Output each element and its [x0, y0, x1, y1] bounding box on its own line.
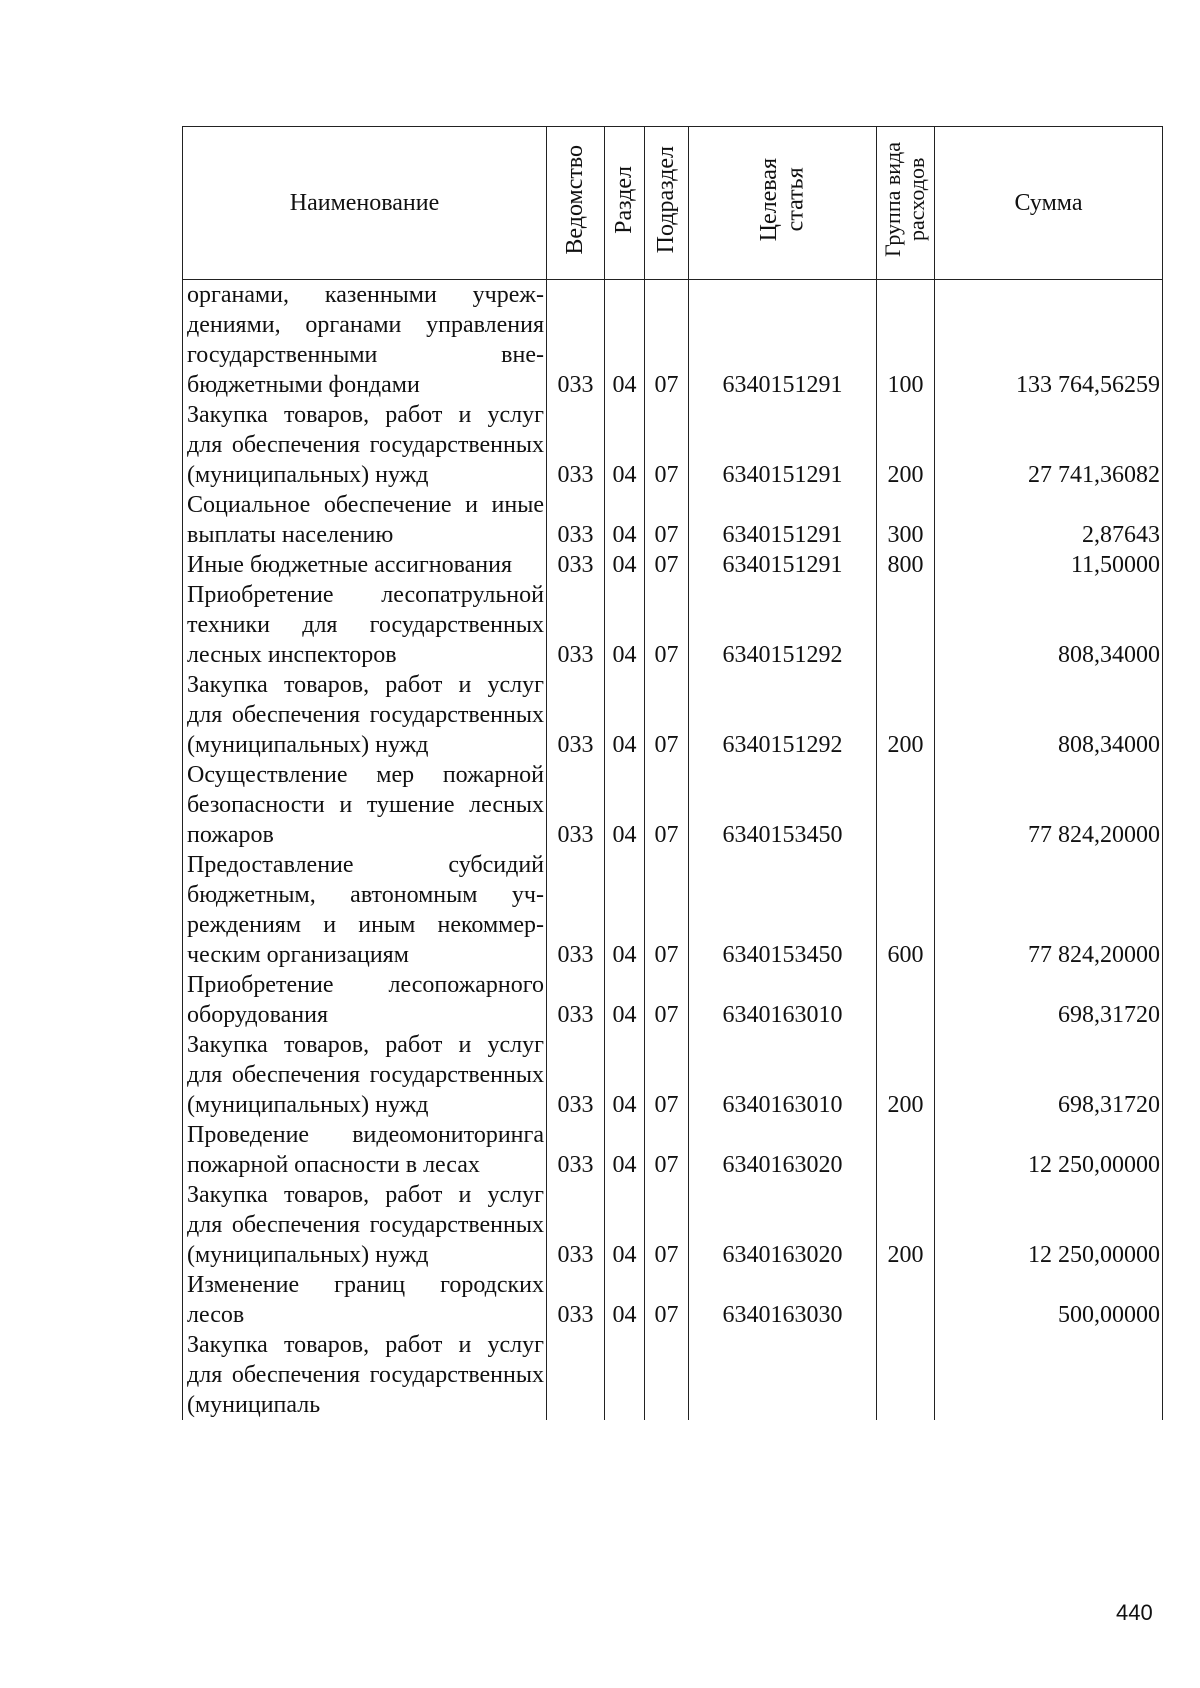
cell-name: Закупка товаров, работ и услуг для обеспечения государственных (муниципальных) нужд	[183, 1030, 547, 1120]
table-row	[183, 1120, 1163, 1180]
cell-podrazdel: 07	[645, 490, 689, 550]
cell-razdel: 04	[605, 550, 645, 580]
cell-podrazdel: 07	[645, 1180, 689, 1270]
cell-gruppa-vida	[877, 1330, 935, 1420]
table-row	[183, 1180, 1163, 1270]
header-celevaya-statya: Целевая статья	[689, 127, 877, 280]
cell-gruppa-vida	[877, 580, 935, 670]
cell-razdel: 04	[605, 670, 645, 760]
cell-razdel: 04	[605, 1120, 645, 1180]
cell-name: Осуществление мер пожарной безопасности и тушение лесных пожаров	[183, 760, 547, 850]
table-row	[183, 1270, 1163, 1330]
header-podrazdel: Подраздел	[645, 127, 689, 280]
cell-podrazdel: 07	[645, 1270, 689, 1330]
cell-name: Предоставление субсидий бюджетным, автономным учреждениям и иным некоммерческим организациям	[183, 850, 547, 970]
cell-celevaya-statya: 6340151292	[689, 670, 877, 760]
cell-podrazdel: 07	[645, 400, 689, 490]
cell-name: Иные бюджетные ассигнования	[183, 550, 547, 580]
cell-vedomstvo: 033	[547, 280, 605, 401]
cell-summa: 77 824,20000	[935, 760, 1163, 850]
cell-vedomstvo: 033	[547, 580, 605, 670]
cell-celevaya-statya: 6340163020	[689, 1120, 877, 1180]
cell-podrazdel: 07	[645, 760, 689, 850]
cell-razdel: 04	[605, 970, 645, 1030]
cell-podrazdel: 07	[645, 580, 689, 670]
table-row	[183, 1330, 1163, 1420]
cell-name: органами, казенными учреждениями, органами управления государственными внебюджетными фондами	[183, 280, 547, 401]
cell-podrazdel: 07	[645, 850, 689, 970]
cell-gruppa-vida: 100	[877, 280, 935, 401]
cell-celevaya-statya: 6340163010	[689, 1030, 877, 1120]
cell-name: Закупка товаров, работ и услуг для обеспечения государственных (муниципальных) нужд	[183, 400, 547, 490]
header-gruppa-vida: Группа вида расходов	[877, 127, 935, 280]
cell-summa: 808,34000	[935, 670, 1163, 760]
cell-summa: 2,87643	[935, 490, 1163, 550]
page-number: 440	[1116, 1600, 1153, 1625]
cell-razdel: 04	[605, 490, 645, 550]
cell-podrazdel: 07	[645, 1030, 689, 1120]
cell-gruppa-vida: 200	[877, 670, 935, 760]
cell-summa: 12 250,00000	[935, 1180, 1163, 1270]
cell-gruppa-vida	[877, 970, 935, 1030]
cell-celevaya-statya: 6340163030	[689, 1270, 877, 1330]
table-row	[183, 1030, 1163, 1120]
cell-vedomstvo: 033	[547, 850, 605, 970]
cell-summa: 698,31720	[935, 1030, 1163, 1120]
cell-gruppa-vida	[877, 1270, 935, 1330]
cell-vedomstvo: 033	[547, 970, 605, 1030]
cell-razdel: 04	[605, 400, 645, 490]
cell-vedomstvo: 033	[547, 400, 605, 490]
table-row	[183, 280, 1163, 401]
cell-celevaya-statya: 6340163020	[689, 1180, 877, 1270]
cell-podrazdel	[645, 1330, 689, 1420]
cell-gruppa-vida: 300	[877, 490, 935, 550]
cell-vedomstvo: 033	[547, 670, 605, 760]
cell-celevaya-statya: 6340151291	[689, 550, 877, 580]
cell-celevaya-statya: 6340153450	[689, 760, 877, 850]
cell-summa: 77 824,20000	[935, 850, 1163, 970]
table-row	[183, 760, 1163, 850]
cell-vedomstvo: 033	[547, 1030, 605, 1120]
cell-razdel: 04	[605, 1030, 645, 1120]
cell-summa: 27 741,36082	[935, 400, 1163, 490]
table-row	[183, 850, 1163, 970]
table-body	[183, 280, 1163, 1421]
cell-gruppa-vida	[877, 760, 935, 850]
cell-celevaya-statya: 6340151291	[689, 490, 877, 550]
cell-vedomstvo: 033	[547, 490, 605, 550]
cell-celevaya-statya: 6340163010	[689, 970, 877, 1030]
cell-summa: 698,31720	[935, 970, 1163, 1030]
cell-podrazdel: 07	[645, 550, 689, 580]
cell-name: Закупка товаров, работ и услуг для обеспечения государственных (муниципальных) нужд	[183, 1180, 547, 1270]
cell-summa: 12 250,00000	[935, 1120, 1163, 1180]
cell-razdel: 04	[605, 580, 645, 670]
cell-razdel: 04	[605, 280, 645, 401]
cell-name: Приобретение лесопатрульной техники для государственных лесных инспекторов	[183, 580, 547, 670]
header-name: Наименование	[183, 127, 547, 280]
cell-vedomstvo: 033	[547, 1120, 605, 1180]
cell-razdel: 04	[605, 850, 645, 970]
cell-vedomstvo: 033	[547, 550, 605, 580]
cell-summa: 808,34000	[935, 580, 1163, 670]
cell-vedomstvo: 033	[547, 1180, 605, 1270]
header-razdel: Раздел	[605, 127, 645, 280]
cell-razdel: 04	[605, 760, 645, 850]
table-header-row	[183, 127, 1163, 280]
table-row	[183, 670, 1163, 760]
cell-vedomstvo: 033	[547, 1270, 605, 1330]
cell-podrazdel: 07	[645, 1120, 689, 1180]
cell-podrazdel: 07	[645, 280, 689, 401]
cell-name: Приобретение лесопожарного оборудования	[183, 970, 547, 1030]
table-row	[183, 490, 1163, 550]
cell-name: Закупка товаров, работ и услуг для обеспечения государственных (муниципальных) нужд	[183, 670, 547, 760]
cell-podrazdel: 07	[645, 670, 689, 760]
cell-summa: 500,00000	[935, 1270, 1163, 1330]
cell-summa: 133 764,56259	[935, 280, 1163, 401]
cell-vedomstvo: 033	[547, 760, 605, 850]
cell-summa: 11,50000	[935, 550, 1163, 580]
cell-razdel: 04	[605, 1270, 645, 1330]
cell-celevaya-statya: 6340151292	[689, 580, 877, 670]
cell-razdel	[605, 1330, 645, 1420]
cell-gruppa-vida: 200	[877, 1180, 935, 1270]
cell-celevaya-statya: 6340151291	[689, 400, 877, 490]
table-row	[183, 580, 1163, 670]
cell-name: Проведение видеомониторинга пожарной опасности в лесах	[183, 1120, 547, 1180]
cell-gruppa-vida	[877, 1120, 935, 1180]
table-row	[183, 970, 1163, 1030]
cell-celevaya-statya: 6340151291	[689, 280, 877, 401]
cell-gruppa-vida: 200	[877, 400, 935, 490]
cell-razdel: 04	[605, 1180, 645, 1270]
cell-gruppa-vida: 800	[877, 550, 935, 580]
cell-gruppa-vida: 200	[877, 1030, 935, 1120]
cell-celevaya-statya	[689, 1330, 877, 1420]
cell-celevaya-statya: 6340153450	[689, 850, 877, 970]
cell-name: Социальное обеспечение и иные выплаты населению	[183, 490, 547, 550]
table-row	[183, 550, 1163, 580]
cell-name: Закупка товаров, работ и услуг для обеспечения государственных (муниципаль	[183, 1330, 547, 1420]
budget-table	[182, 126, 1163, 1420]
cell-summa	[935, 1330, 1163, 1420]
cell-name: Изменение границ городских лесов	[183, 1270, 547, 1330]
table-row	[183, 400, 1163, 490]
cell-gruppa-vida: 600	[877, 850, 935, 970]
cell-podrazdel: 07	[645, 970, 689, 1030]
header-vedomstvo: Ведомство	[547, 127, 605, 280]
cell-vedomstvo	[547, 1330, 605, 1420]
header-summa: Сумма	[935, 127, 1163, 280]
